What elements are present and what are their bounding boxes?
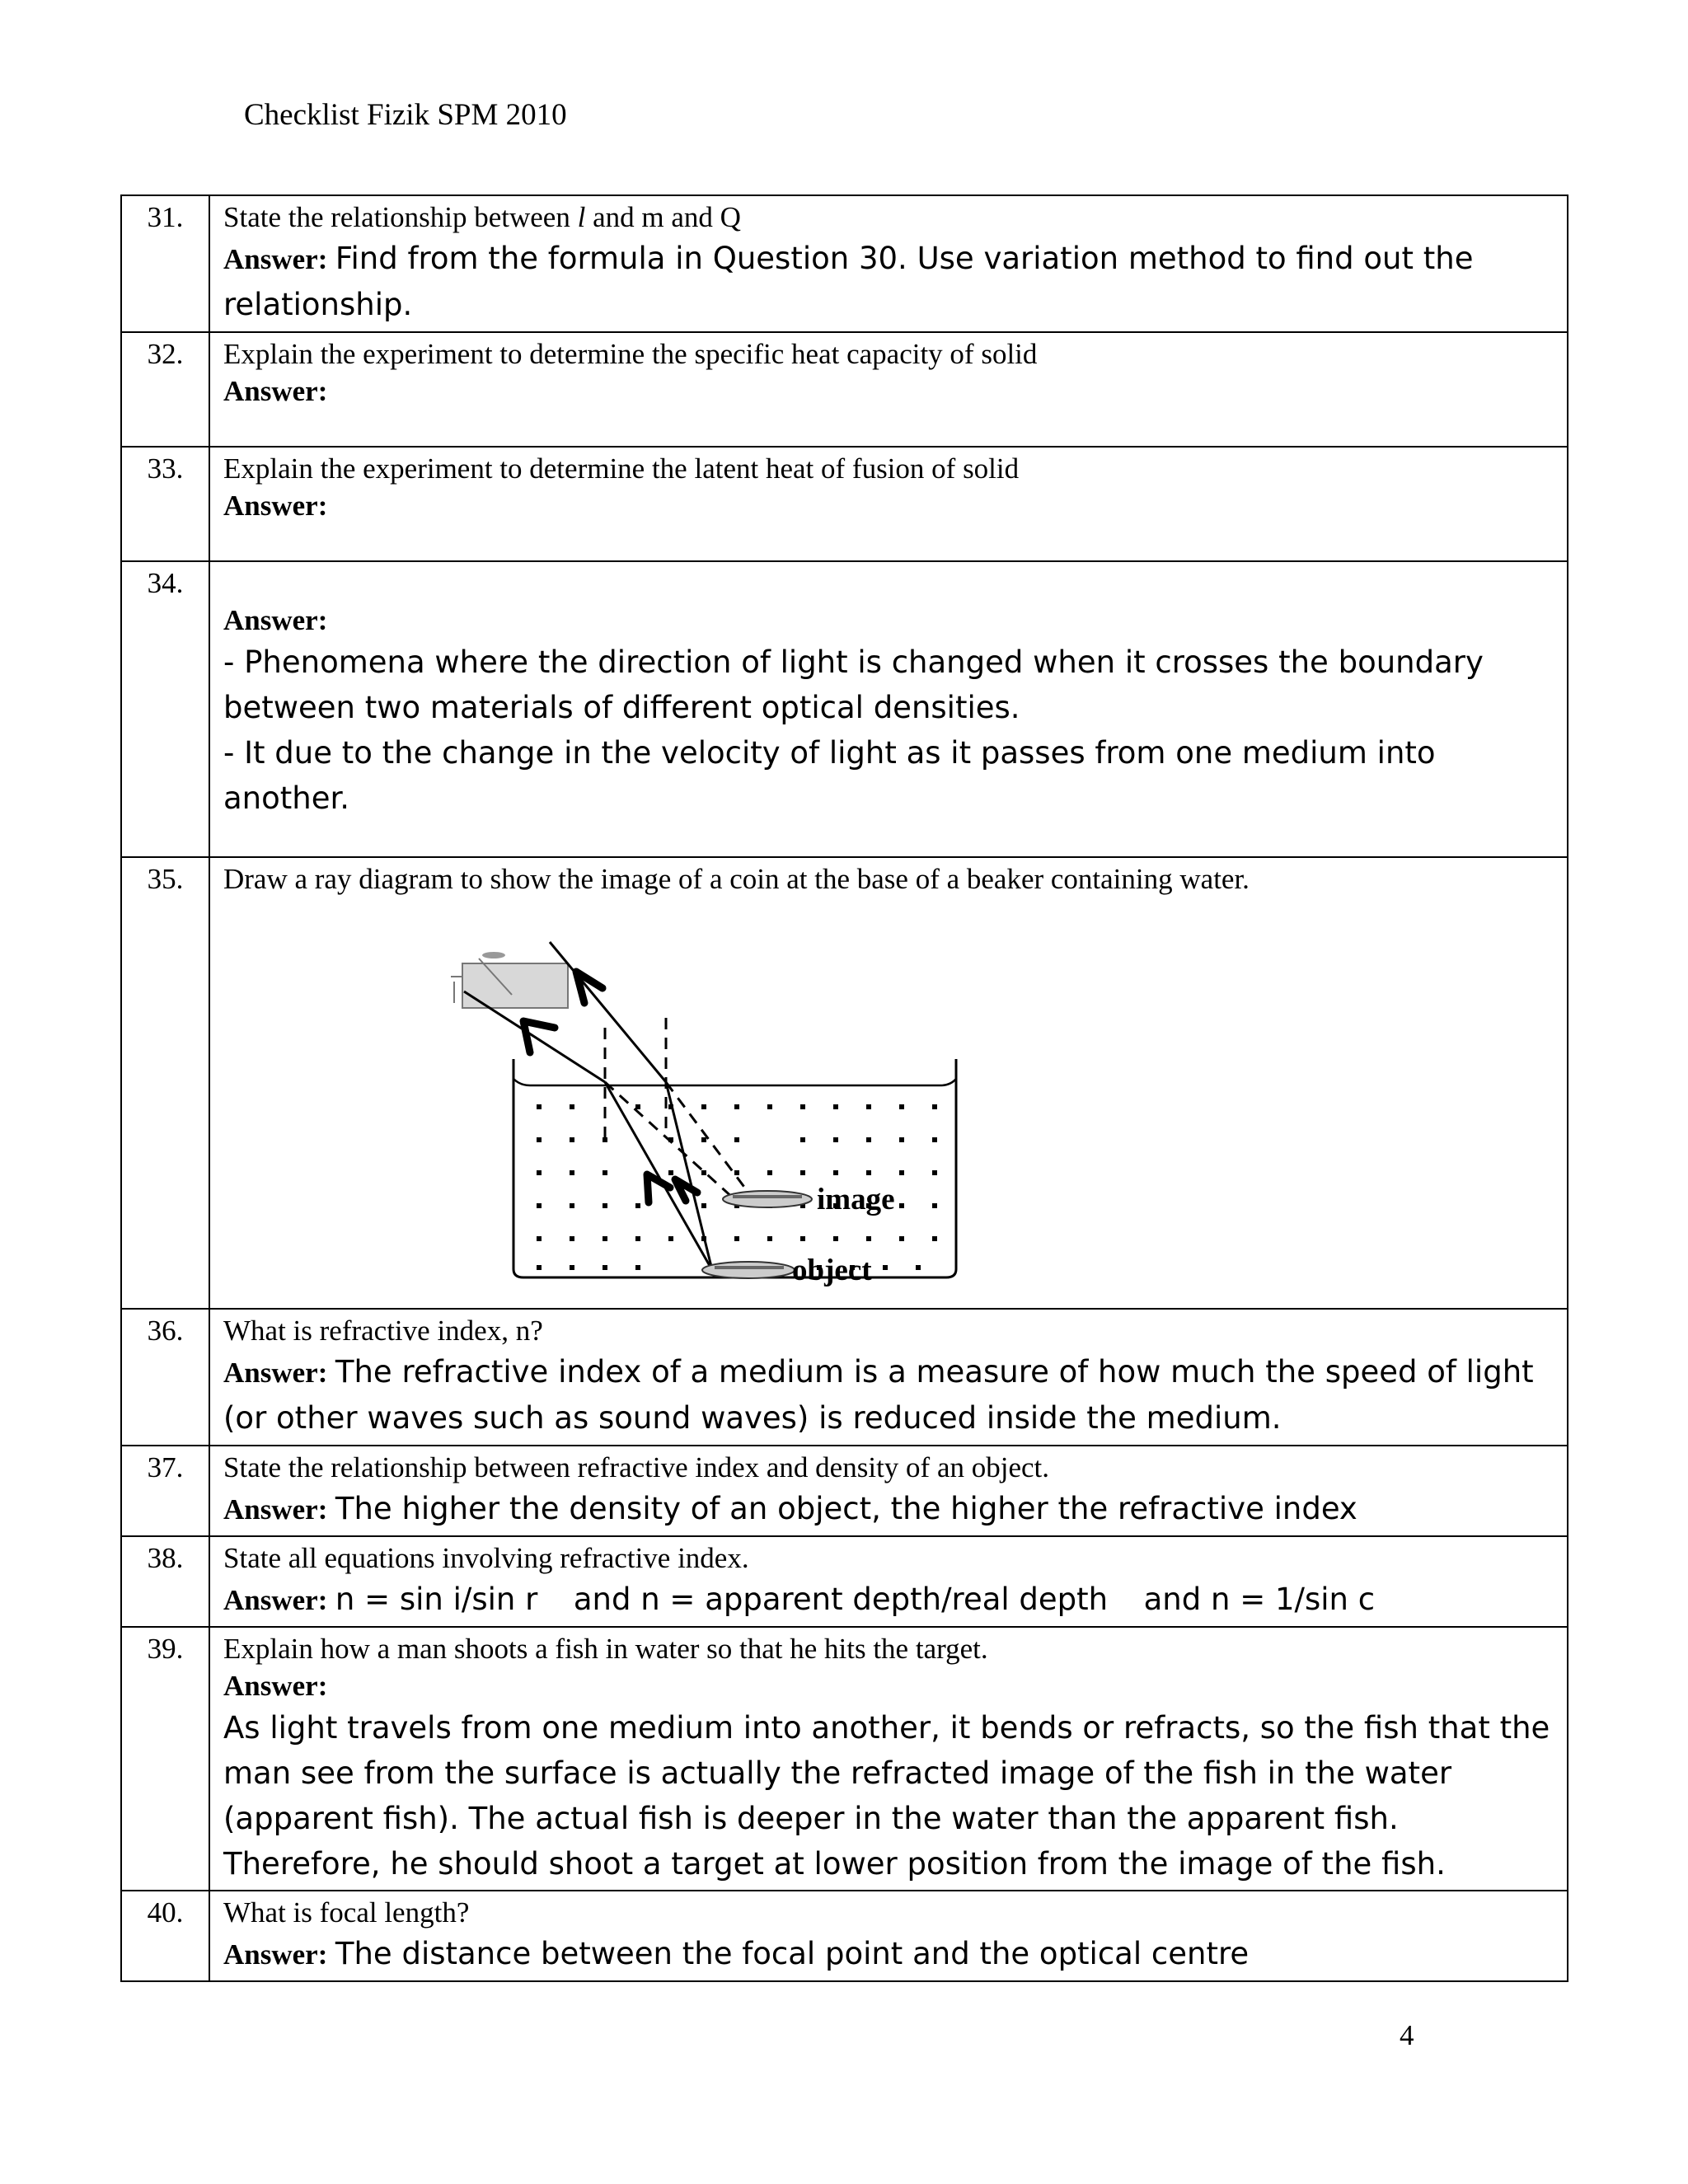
question-cell	[209, 1627, 1568, 1891]
question-text: Explain the experiment to determine the latent heat of fusion of solid	[223, 452, 1020, 485]
question-number: 32.	[121, 332, 209, 447]
answer	[223, 236, 1557, 328]
table-row	[121, 561, 1568, 857]
question-cell	[209, 857, 1568, 1309]
arrowhead-icon	[576, 972, 603, 1003]
refracted-ray	[666, 1082, 712, 1270]
question-cell	[209, 1891, 1568, 1981]
answer-label: Answer:	[223, 604, 328, 636]
question-text: Explain how a man shoots a fish in water so that he hits the target.	[223, 1633, 988, 1665]
answer-label: Answer:	[223, 375, 328, 407]
table-row	[121, 1536, 1568, 1627]
question-number: 39.	[121, 1627, 209, 1891]
water-surface	[513, 1079, 956, 1085]
ray-diagram	[223, 902, 1048, 1290]
question-cell	[209, 1536, 1568, 1627]
answer-text: - Phenomena where the direction of light is changed when it crosses the boundary between two materials of different optical densities.	[223, 644, 1484, 725]
checklist-table	[120, 194, 1568, 1982]
coin-object-icon	[702, 1262, 795, 1278]
answer-label: Answer:	[223, 1493, 328, 1526]
question-number: 37.	[121, 1446, 209, 1536]
question-cell	[209, 1446, 1568, 1536]
question-text: What is focal length?	[223, 1896, 470, 1929]
question-cell	[209, 447, 1568, 561]
arrowhead-icon	[647, 1174, 670, 1202]
answer-text: - It due to the change in the velocity of light as it passes from one medium into another.	[223, 735, 1436, 816]
table-row	[121, 1891, 1568, 1981]
question-text: What is refractive index, n?	[223, 1315, 543, 1347]
page-header-title: Checklist Fizik SPM 2010	[244, 98, 567, 132]
answer-text: The refractive index of a medium is a measure of how much the speed of light (or other waves such as sound waves) is reduced inside the medium.	[223, 1354, 1534, 1436]
answer-text: Find from the formula in Question 30. Use variation method to find out the relationship.	[223, 241, 1474, 322]
table-row	[121, 1627, 1568, 1891]
question-cell	[209, 1309, 1568, 1446]
question-number: 40.	[121, 1891, 209, 1981]
image-label: image	[817, 1183, 895, 1216]
answer-text: The higher the density of an object, the higher the refractive index	[335, 1491, 1357, 1526]
question-number: 31.	[121, 195, 209, 332]
table-row	[121, 332, 1568, 447]
thumbnail-figure	[451, 952, 568, 1008]
answer-label: Answer:	[223, 1584, 328, 1616]
question-number: 33.	[121, 447, 209, 561]
question-text: State the relationship between refractive index and density of an object.	[223, 1451, 1049, 1483]
table-row	[121, 447, 1568, 561]
answer-label: Answer:	[223, 1670, 328, 1702]
answer	[223, 1577, 1557, 1623]
answer	[223, 1931, 1557, 1977]
emerging-ray	[550, 942, 666, 1082]
answer-label: Answer:	[223, 1938, 328, 1971]
refracted-ray	[605, 1082, 712, 1270]
table-row	[121, 857, 1568, 1309]
question-text: Draw a ray diagram to show the image of a coin at the base of a beaker containing water.	[223, 863, 1250, 895]
table-row	[121, 1309, 1568, 1446]
beaker-outline	[513, 1059, 956, 1277]
question-text: Explain the experiment to determine the specific heat capacity of solid	[223, 338, 1038, 370]
object-label: object	[792, 1254, 872, 1287]
equation: and n = 1/sin c	[1143, 1582, 1376, 1617]
answer	[223, 1349, 1557, 1441]
question-number: 36.	[121, 1309, 209, 1446]
answer	[223, 1486, 1557, 1532]
question-text: State the relationship between l and m and Q	[223, 201, 741, 233]
table-row	[121, 1446, 1568, 1536]
question-number: 34.	[121, 561, 209, 857]
answer-text: The distance between the focal point and the optical centre	[335, 1936, 1250, 1971]
question-cell	[209, 332, 1568, 447]
answer-label: Answer:	[223, 490, 328, 522]
question-number: 35.	[121, 857, 209, 1309]
equation: and n = apparent depth/real depth	[573, 1582, 1109, 1617]
question-text: State all equations involving refractive index.	[223, 1542, 749, 1574]
answer-label: Answer:	[223, 1357, 328, 1389]
question-cell	[209, 561, 1568, 857]
answer-label: Answer:	[223, 243, 328, 275]
equation: n = sin i/sin r	[335, 1582, 538, 1617]
question-number: 38.	[121, 1536, 209, 1627]
question-text	[223, 565, 1557, 602]
coin-image-icon	[723, 1191, 812, 1207]
table-row	[121, 195, 1568, 332]
page-number: 4	[1400, 2019, 1414, 2051]
answer-text: As light travels from one medium into another, it bends or refracts, so the fish that the man see from the surface is actually the refracted image of the fish in the water (apparent fish). The actual fish is deeper in the water than the apparent fish. Therefore, he should shoot a target at lower position from the image of the fish.	[223, 1710, 1550, 1882]
question-cell	[209, 195, 1568, 332]
